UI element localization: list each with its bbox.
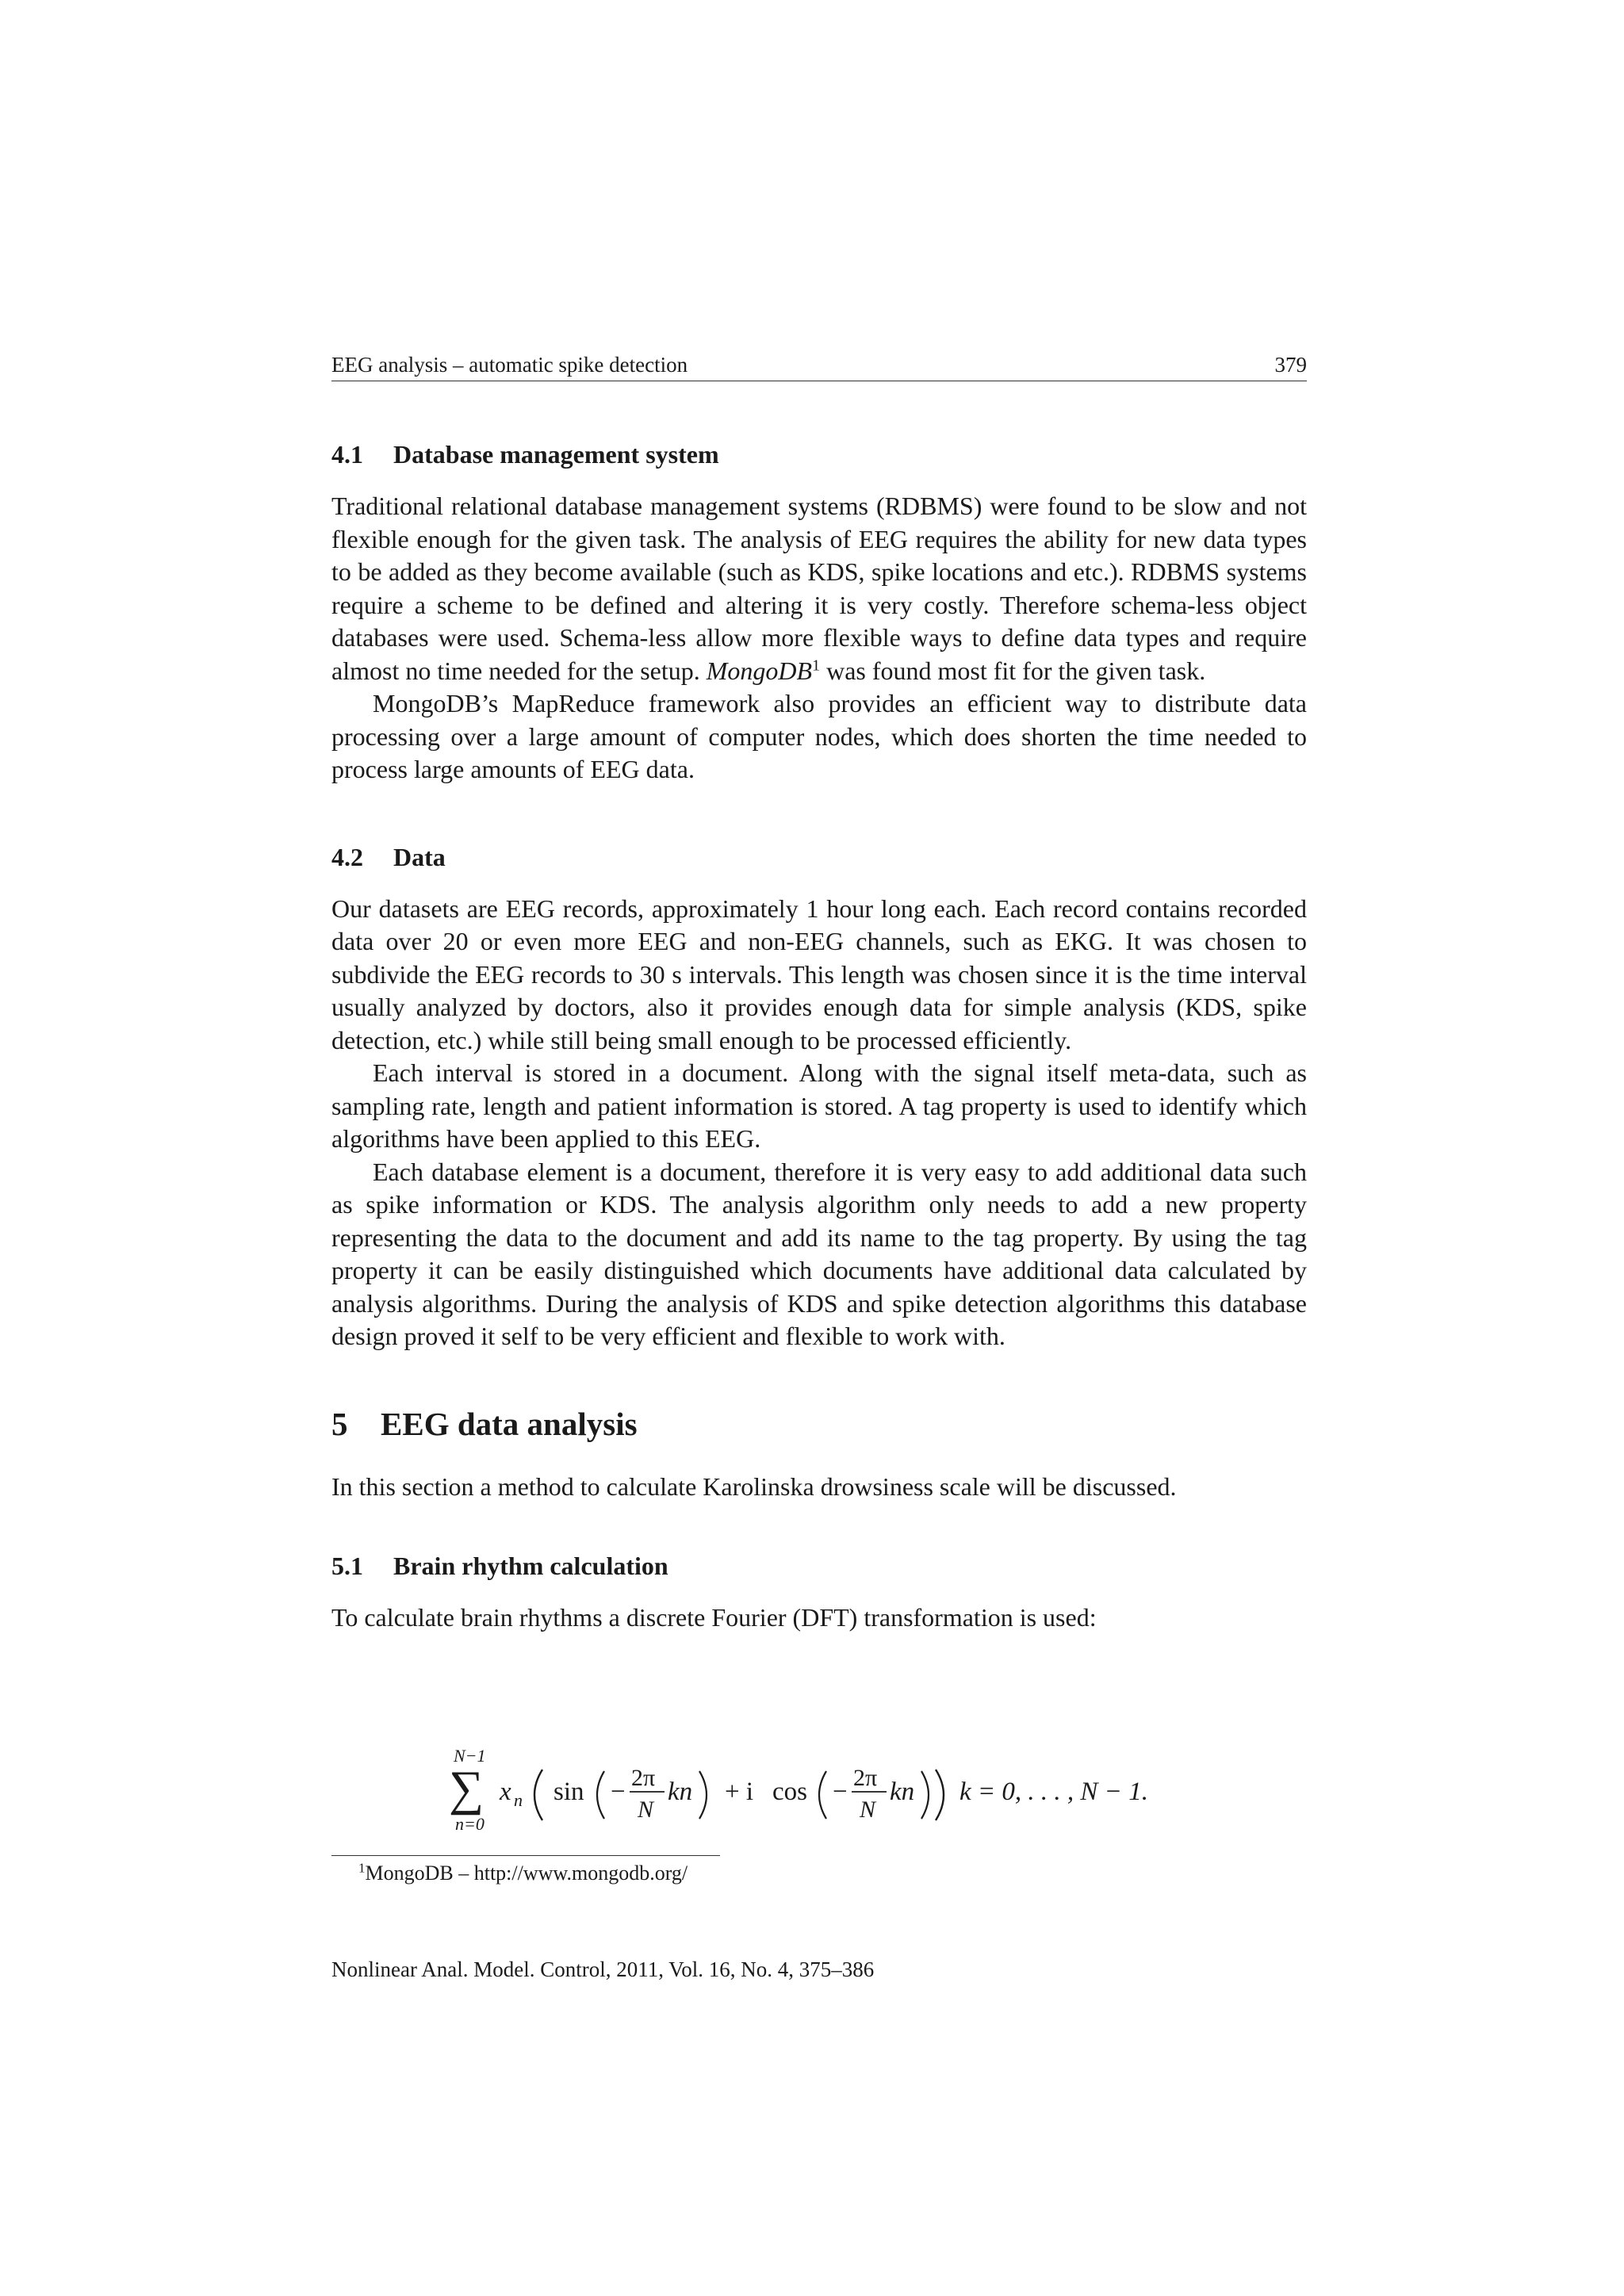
section-4-2-heading [331, 840, 1307, 874]
fraction-denominator: N [638, 1797, 654, 1823]
minus-sign: − [833, 1777, 848, 1806]
footnote [358, 1860, 688, 1887]
section-4-1-heading [331, 438, 1307, 471]
footnote-text[interactable]: MongoDB – http://www.mongodb.org/ [365, 1862, 688, 1885]
big-right-paren [936, 1770, 944, 1820]
section-4-2-paragraph-1: Our datasets are EEG records, approximately 1 hour long each. Each record contains recorded data over 20 or even more EEG and non-EEG channels, such as EKG. It was chosen to subdivide the EEG records to 30 s intervals. This length was chosen since it is the time interval usually analyzed by doctors, also it provides enough data for simple analysis (KDS, spike detection, etc.) while still being small enough to be processed efficiently. [331, 894, 1307, 1054]
left-paren [819, 1771, 826, 1819]
x-symbol: x [500, 1777, 511, 1806]
page-number: 379 [1274, 353, 1307, 377]
main-content [331, 438, 1307, 1635]
x-subscript: n [514, 1790, 523, 1810]
paragraph-text: was found most fit for the given task. [820, 656, 1206, 685]
right-paren [921, 1771, 929, 1819]
section-4-2-paragraph-3: Each database element is a document, therefore it is very easy to add additional data such as spike information or KDS. The analysis algorithm only needs to add a new property representing the data to the document and add its name to the tag property. By using the tag property it can be easily distinguished which documents have additional data calculated by analysis algorithms. During the analysis of KDS and spike detection algorithms this database design proved it self to be very efficient and flexible to work with. [331, 1157, 1307, 1350]
right-paren [699, 1771, 707, 1819]
running-head-title: EEG analysis – automatic spike detection [331, 353, 688, 377]
fraction-denominator: N [860, 1797, 876, 1823]
plus-i: + i [725, 1777, 754, 1806]
sin-function: sin [553, 1777, 584, 1806]
section-5-heading [331, 1404, 1307, 1444]
kn-term: kn [668, 1777, 693, 1806]
section-5-1-paragraph-1: To calculate brain rhythms a discrete Fourier (DFT) transformation is used: [331, 1603, 1097, 1632]
section-title: Brain rhythm calculation [393, 1552, 668, 1580]
section-5-paragraph-1: In this section a method to calculate Karolinska drowsiness scale will be discussed. [331, 1471, 1177, 1501]
section-number: 5 [331, 1405, 348, 1442]
mongodb-italic: MongoDB [706, 656, 813, 685]
fraction-numerator: 2π [853, 1765, 878, 1791]
section-title: Data [393, 842, 446, 871]
section-number: 5.1 [331, 1552, 363, 1580]
kn-term: kn [890, 1777, 915, 1806]
cos-function: cos [772, 1777, 807, 1806]
footnote-marker: 1 [358, 1860, 366, 1876]
footnote-rule [331, 1855, 720, 1856]
section-4-1-paragraph-1 [331, 490, 1307, 687]
big-left-paren [534, 1770, 542, 1820]
journal-citation-footer: Nonlinear Anal. Model. Control, 2011, Vol. 16, No. 4, 375–386 [331, 1957, 875, 1981]
index-range: k = 0, . . . , N − 1. [959, 1777, 1148, 1806]
section-title: EEG data analysis [381, 1405, 638, 1442]
left-paren [597, 1771, 604, 1819]
sum-symbol: ∑ [449, 1762, 485, 1816]
sum-upper-limit: N−1 [454, 1746, 486, 1766]
section-4-1-paragraph-2: MongoDB’s MapReduce framework also provides an efficient way to distribute data processing over a large amount of computer nodes, which does shorten the time needed to process large amounts of EEG data. [331, 689, 1307, 783]
section-number: 4.2 [331, 842, 363, 871]
sum-lower-limit: n=0 [455, 1814, 485, 1834]
section-5-1-heading [331, 1549, 1307, 1582]
paragraph-text: Traditional relational database management systems (RDBMS) were found to be slow and not flexible enough for the given task. The analysis of EEG requires the ability for new data types to be added as they become available (such as KDS, spike locations and etc.). RDBMS systems require a scheme to be defined and altering it is very costly. Therefore schema-less object databases were used. Schema-less allow more flexible ways to define data types and require almost no time needed for the setup. [331, 492, 1307, 685]
section-title: Database management system [393, 440, 719, 469]
fraction-numerator: 2π [631, 1765, 656, 1791]
dft-equation [444, 1741, 1237, 1844]
footnote-reference[interactable]: 1 [812, 656, 821, 674]
running-head [331, 349, 1307, 381]
section-number: 4.1 [331, 440, 363, 469]
minus-sign: − [611, 1777, 626, 1806]
section-4-2-paragraph-2: Each interval is stored in a document. Along with the signal itself meta-data, such as sampling rate, length and patient information is stored. A tag property is used to identify which algorithms have been applied to this EEG. [331, 1058, 1307, 1153]
